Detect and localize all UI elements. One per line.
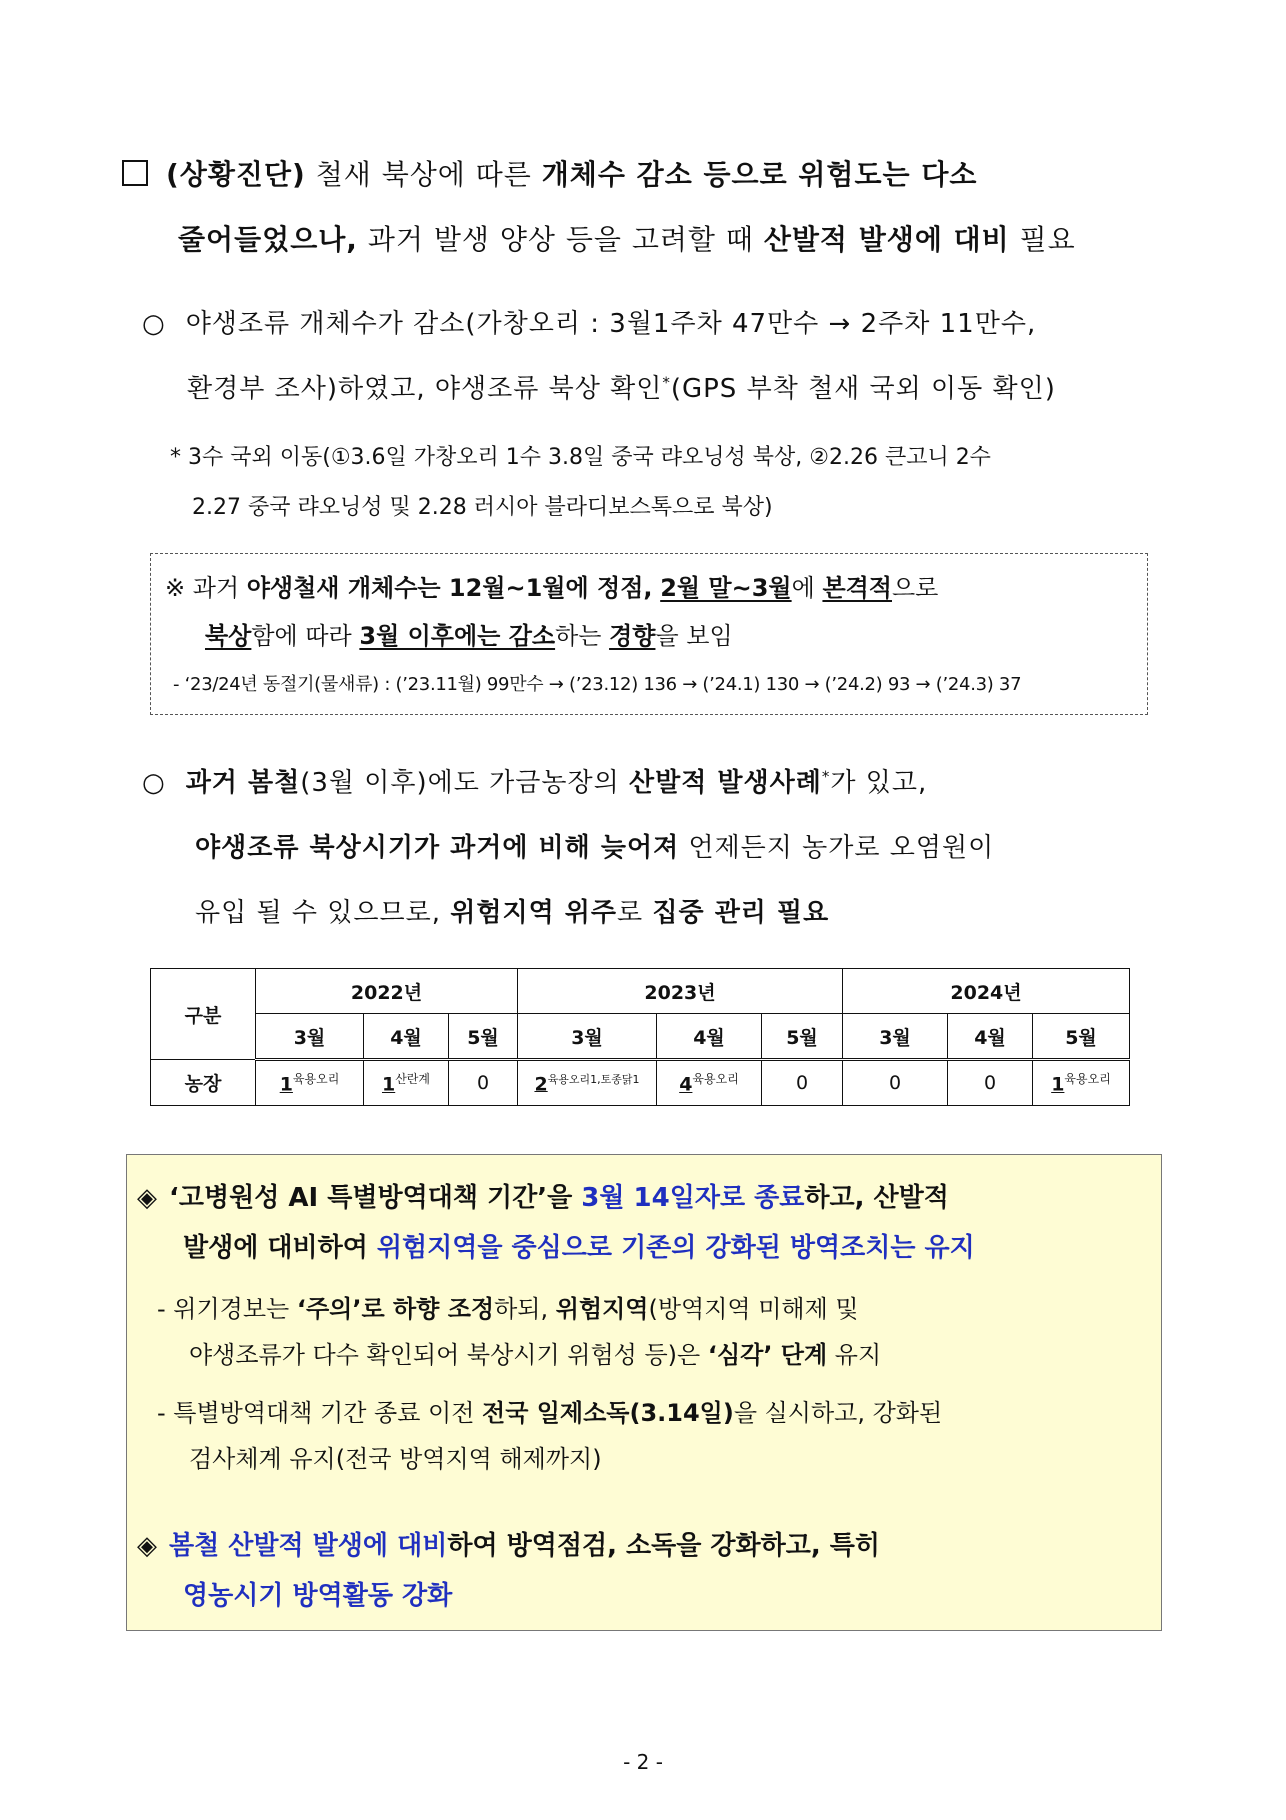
action-detail-line-4: 검사체계 유지(전국 방역지역 해제까지) xyxy=(189,1445,602,1473)
table-header-years xyxy=(151,969,1130,1014)
action-box xyxy=(126,1154,1162,1631)
year-header-cell: 2022년 xyxy=(256,969,518,1014)
table-cell xyxy=(1033,1060,1130,1106)
text-run-blue: 3월 14일자로 종료 xyxy=(581,1183,805,1213)
text-run-bold: 산발적 발생사례 xyxy=(629,768,822,798)
text-run: ※ 과거 xyxy=(165,574,247,602)
cell-value: 1 xyxy=(1051,1073,1065,1096)
month-header-cell: 5월 xyxy=(1033,1014,1130,1060)
text-run: 야생조류 개체수가 감소(가창오리 : 3월1주차 47만수 → 2주차 11만수, xyxy=(185,309,1037,339)
table-corner-cell: 구분 xyxy=(151,969,256,1060)
month-header-cell: 4월 xyxy=(657,1014,762,1060)
table-cell xyxy=(449,1060,518,1106)
diamond-bullet-icon: ◈ xyxy=(137,1531,157,1561)
action-detail-line-1 xyxy=(157,1289,859,1324)
action-detail-line-3 xyxy=(157,1393,942,1428)
table-cell xyxy=(948,1060,1033,1106)
month-header-cell: 4월 xyxy=(364,1014,449,1060)
outbreak-table xyxy=(150,968,1130,1106)
cell-value: 0 xyxy=(983,1072,997,1094)
note-line-1 xyxy=(165,568,938,603)
action-detail-line-2 xyxy=(189,1335,881,1370)
text-run-bold: 개체수 감소 등으로 위험도는 다소 xyxy=(541,158,978,191)
text-run: 유지 xyxy=(827,1341,882,1369)
text-run-bold: 하여 방역점검, 소독을 강화하고, 특히 xyxy=(447,1531,881,1561)
cell-note: 육용오리 xyxy=(692,1072,739,1087)
text-run: 가 있고, xyxy=(830,768,928,798)
text-run-bold: 전국 일제소독(3.14일) xyxy=(482,1399,734,1427)
cell-note: 육용오리1,토종닭1 xyxy=(547,1072,640,1086)
text-run: 유입 될 수 있으므로, xyxy=(195,898,451,928)
text-run-bold: 집중 관리 필요 xyxy=(652,898,830,928)
bullet-2-line-3 xyxy=(195,892,829,929)
table-cell xyxy=(256,1060,364,1106)
text-run: 언제든지 농가로 오염원이 xyxy=(679,833,995,863)
text-run-bold: ‘고병원성 AI 특별방역대책 기간’을 xyxy=(169,1183,582,1213)
text-run: 하되, xyxy=(494,1295,556,1323)
text-run-underlined: 경향 xyxy=(609,622,656,650)
cell-note: 육용오리 xyxy=(292,1072,340,1087)
text-run: 을 보임 xyxy=(655,622,733,650)
cell-value: 2 xyxy=(534,1073,548,1096)
text-run-bold: 과거 봄철 xyxy=(185,768,301,798)
bullet-1-line-1 xyxy=(142,303,1036,340)
cell-note: 산란계 xyxy=(395,1072,430,1087)
year-header-cell: 2024년 xyxy=(843,969,1130,1014)
action-line-2 xyxy=(183,1227,975,1264)
table-cell xyxy=(518,1060,657,1106)
text-run-bold: 하고, 산발적 xyxy=(804,1183,949,1213)
cell-value: 0 xyxy=(795,1072,809,1094)
section-heading-line-1 xyxy=(122,153,977,193)
month-header-cell: 3월 xyxy=(518,1014,657,1060)
text-run-bold: 산발적 발생에 대비 xyxy=(763,223,1010,256)
cell-value: 0 xyxy=(888,1072,902,1094)
text-run: 으로 xyxy=(892,574,939,602)
text-run: (3월 이후)에도 가금농장의 xyxy=(300,768,630,798)
note-line-2 xyxy=(205,616,733,651)
action-line-3 xyxy=(137,1525,880,1562)
text-run: 로 xyxy=(617,898,653,928)
text-run-bold: ‘주의’로 하향 조정 xyxy=(296,1295,495,1323)
page-number: - 2 - xyxy=(623,1750,663,1774)
action-line-4: 영농시기 방역활동 강화 xyxy=(183,1581,453,1611)
footnote-line-2: 2.27 중국 랴오닝성 및 2.28 러시아 블라디보스톡으로 북상) xyxy=(192,495,773,520)
row-label-cell: 농장 xyxy=(151,1060,256,1106)
table-row xyxy=(151,1060,1130,1106)
text-run-bold: 야생조류 북상시기가 과거에 비해 늦어져 xyxy=(195,833,680,863)
bullet-1-line-2 xyxy=(187,368,1056,405)
text-run-bold: 야생철새 개체수는 12월~1월에 정점, xyxy=(246,574,653,602)
cell-note: 육용오리 xyxy=(1064,1072,1111,1087)
text-run: 철새 북상에 따른 xyxy=(305,158,542,191)
footnote-marker: * xyxy=(662,373,671,392)
month-header-cell: 3월 xyxy=(843,1014,948,1060)
text-run: - 특별방역대책 기간 종료 이전 xyxy=(157,1399,483,1427)
text-run: 하는 xyxy=(555,622,610,650)
text-run: 에 xyxy=(791,574,823,602)
text-run-bold: ‘심각’ 단계 xyxy=(707,1341,828,1369)
month-header-cell: 3월 xyxy=(256,1014,364,1060)
text-run-bold: 위험지역 xyxy=(555,1295,649,1323)
text-run: 환경부 조사)하였고, 야생조류 북상 확인 xyxy=(187,374,663,404)
table-cell xyxy=(843,1060,948,1106)
diamond-bullet-icon: ◈ xyxy=(137,1183,157,1213)
text-run: (GPS 부착 철새 국외 이동 확인) xyxy=(670,374,1056,404)
bullet-2-line-2 xyxy=(195,827,994,864)
text-run: 함에 따라 xyxy=(251,622,360,650)
section-label: (상황진단) xyxy=(166,158,306,191)
year-header-cell: 2023년 xyxy=(518,969,843,1014)
table-cell xyxy=(762,1060,843,1106)
text-run-bold: 발생에 대비하여 xyxy=(183,1233,377,1263)
text-run: - 위기경보는 xyxy=(157,1295,297,1323)
cell-value: 1 xyxy=(279,1073,293,1096)
table-header-months xyxy=(151,1014,1130,1060)
footnote-marker: * xyxy=(821,767,831,786)
text-run: 을 실시하고, 강화된 xyxy=(733,1399,943,1427)
text-run-underlined: 2월 말~3월 xyxy=(660,574,792,602)
note-line-3: - ‘23/24년 동절기(물새류) : (’23.11월) 99만수 → (’23.12) 136 → (’24.1) 130 → (’24.2) 93 → (’24.3) 37 xyxy=(173,674,1022,695)
bullet-circle-icon: ○ xyxy=(142,768,166,798)
text-run: (방역지역 미해제 및 xyxy=(648,1295,859,1323)
text-run-bold: 위험지역 위주 xyxy=(450,898,618,928)
text-run-underlined: 3월 이후에는 감소 xyxy=(359,622,556,650)
table-cell xyxy=(364,1060,449,1106)
action-line-1 xyxy=(137,1177,949,1214)
month-header-cell: 5월 xyxy=(449,1014,518,1060)
footnote-line-1: * 3수 국외 이동(①3.6일 가창오리 1수 3.8일 중국 랴오닝성 북상, ②2.26 큰고니 2수 xyxy=(170,445,991,470)
bullet-circle-icon: ○ xyxy=(142,309,166,339)
month-header-cell: 4월 xyxy=(948,1014,1033,1060)
cell-value: 4 xyxy=(679,1073,693,1096)
section-heading-line-2 xyxy=(178,218,1076,258)
text-run: 필요 xyxy=(1009,223,1076,256)
text-run: 야생조류가 다수 확인되어 북상시기 위험성 등)은 xyxy=(189,1341,708,1369)
bullet-2-line-1 xyxy=(142,762,927,799)
cell-value: 1 xyxy=(381,1073,396,1096)
table-cell xyxy=(657,1060,762,1106)
text-run-bold: 줄어들었으나, xyxy=(178,223,358,256)
note-box xyxy=(150,553,1148,715)
text-run-blue: 봄철 산발적 발생에 대비 xyxy=(169,1531,448,1561)
text-run-underlined: 북상 xyxy=(205,622,252,650)
text-run: 과거 발생 양상 등을 고려할 때 xyxy=(357,223,764,256)
checkbox-square-icon xyxy=(122,160,148,186)
text-run-blue: 위험지역을 중심으로 기존의 강화된 방역조치는 유지 xyxy=(376,1233,975,1263)
text-run-underlined: 본격적 xyxy=(822,574,892,602)
month-header-cell: 5월 xyxy=(762,1014,843,1060)
cell-value: 0 xyxy=(476,1072,490,1094)
